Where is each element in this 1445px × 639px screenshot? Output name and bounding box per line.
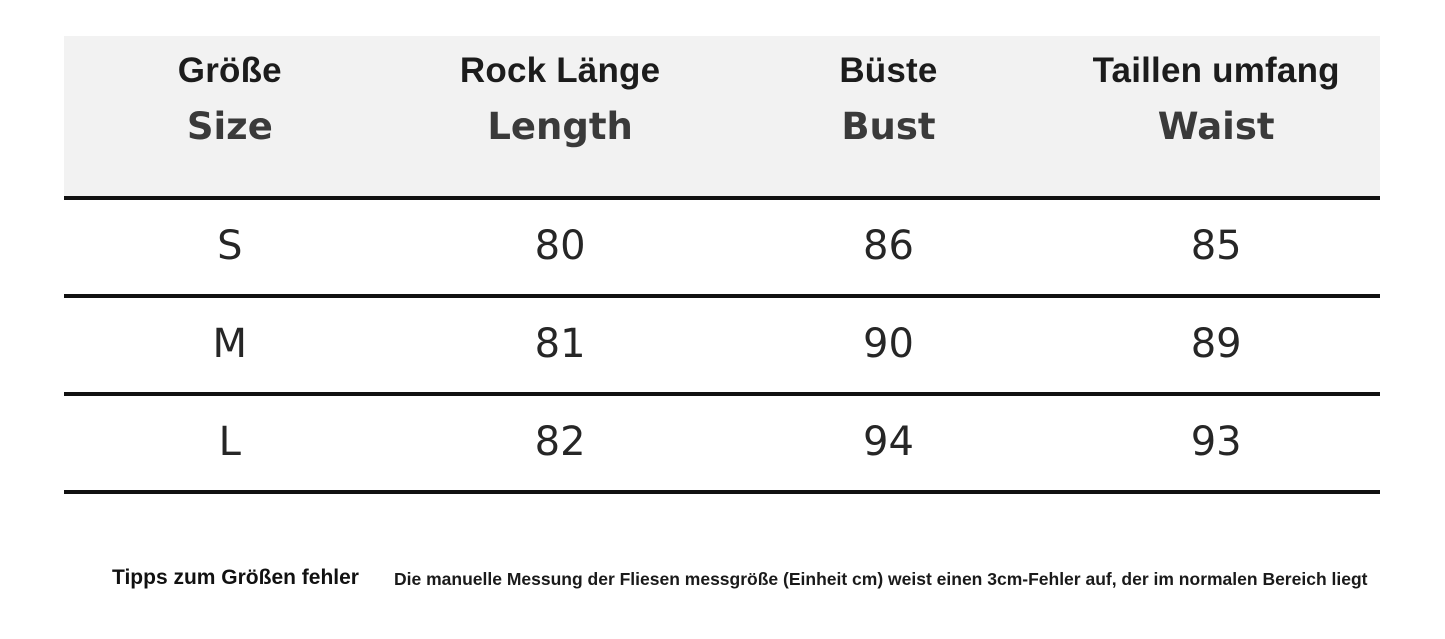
size-table [64,36,1380,494]
table-header [64,36,1380,198]
cell-size: L [64,394,396,492]
cell-bust: 86 [725,198,1053,296]
cell-waist: 85 [1052,198,1380,296]
column-header-bust-en: Bust [841,105,936,149]
column-header-size-en: Size [186,105,273,149]
column-header-waist-de: Taillen umfang [1092,51,1340,90]
cell-bust: 90 [725,296,1053,394]
column-header-length-de: Rock Länge [459,51,661,90]
cell-size: M [64,296,396,394]
cell-length: 82 [396,394,725,492]
column-header-bust-de: Büste [839,51,938,90]
column-header-size [64,36,396,198]
size-notes-title: Tipps zum Größen fehler [112,566,359,589]
column-header-bust [725,36,1053,198]
table-header-row [64,36,1380,198]
table-body [64,198,1380,492]
cell-length: 80 [396,198,725,296]
cell-waist: 93 [1052,394,1380,492]
table-row [64,296,1380,394]
size-table-container [64,36,1380,494]
cell-size: S [64,198,396,296]
table-row [64,394,1380,492]
column-header-size-de: Größe [177,51,282,90]
column-header-length [396,36,725,198]
column-header-length-en: Length [487,105,633,149]
size-notes [64,565,1394,592]
column-header-waist [1052,36,1380,198]
table-row [64,198,1380,296]
column-header-waist-en: Waist [1157,105,1275,149]
cell-bust: 94 [725,394,1053,492]
cell-waist: 89 [1052,296,1380,394]
size-notes-body: Die manuelle Messung der Fliesen messgröße (Einheit cm) weist einen 3cm-Fehler auf, der im normalen Bereich liegt [394,569,1368,589]
cell-length: 81 [396,296,725,394]
